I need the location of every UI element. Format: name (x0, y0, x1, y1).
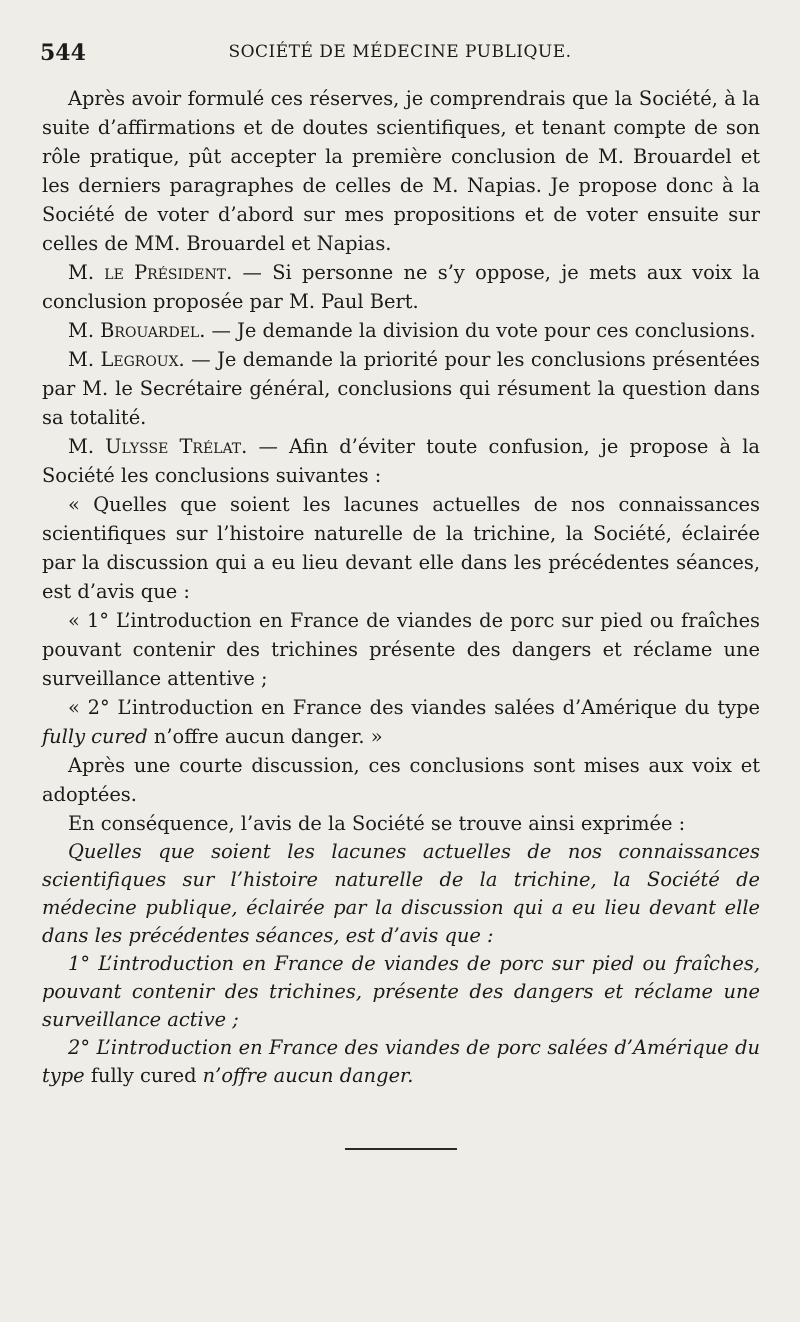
speaker-name: M. le Président. (68, 261, 233, 284)
speech-text: — Je demande la priorité pour les conclusions présentées par M. le Secrétaire général, conclusions qui résument la question dans sa totalité. (42, 348, 760, 429)
quoted-conclusion: « Quelles que soient les lacunes actuelles de nos connaissances scientifiques sur l’histoire naturelle de la trichine, la Société, éclairée par la discussion qui a eu lieu devant elle dans les précédentes séances, est d’avis que : (42, 493, 760, 603)
speech-text: — Si personne ne s’y oppose, je mets aux voix la conclusion proposée par M. Paul Bert. (42, 261, 760, 313)
speaker-name: M. Ulysse Trélat. (68, 435, 248, 458)
paragraph: En conséquence, l’avis de la Société se trouve ainsi exprimée : (68, 812, 686, 835)
paragraph: Après avoir formulé ces réserves, je comprendrais que la Société, à la suite d’affirmations et de doutes scientifiques, et tenant compte de son rôle pratique, pût accepter la première conclusion de M. Brouardel et les derniers paragraphes de celles de M. Napias. Je propose donc à la Société de voter d’abord sur mes propositions et de voter ensuite sur celles de MM. Brouardel et Napias. (42, 87, 760, 255)
conclusion-text: « 2° L’introduction en France des viandes salées d’Amérique du type (68, 696, 760, 719)
page-header (40, 40, 760, 64)
resolution-segment: n’offre aucun danger. (196, 1064, 414, 1087)
conclusion-text: n’offre aucun danger. » (147, 725, 383, 748)
quoted-conclusion: « 1° L’introduction en France de viandes de porc sur pied ou fraîches pouvant contenir des trichines présente des dangers et réclame une surveillance attentive ; (42, 609, 760, 690)
paragraph (42, 432, 760, 490)
section-divider (345, 1148, 457, 1150)
paragraph (42, 345, 760, 432)
roman-term: fully cured (90, 1064, 197, 1087)
page-number: 544 (40, 40, 86, 66)
emphasis-text: fully cured (42, 725, 148, 748)
running-head: SOCIÉTÉ DE MÉDECINE PUBLIQUE. (228, 42, 572, 62)
quoted-conclusion (42, 693, 760, 751)
paragraph (42, 316, 760, 345)
speaker-name: M. Brouardel. (68, 319, 206, 342)
page-body (42, 84, 760, 1150)
resolution-segment: 2° L’introduction en France des viandes de porc salées d’Amérique du type (42, 1036, 760, 1087)
resolution-text: Quelles que soient les lacunes actuelles de nos connaissances scientifiques sur l’histoire naturelle de la trichine, la Société de médecine publique, éclairée par la discussion qui a eu lieu devant elle dans les précédentes séances, est d’avis que : (42, 840, 760, 947)
speech-text: — Je demande la division du vote pour ces conclusions. (205, 319, 756, 342)
resolution-text: 1° L’introduction en France de viandes de porc sur pied ou fraîches, pouvant contenir des trichines, présente des dangers et réclame une surveillance active ; (42, 952, 760, 1031)
speaker-name: M. Legroux. (68, 348, 185, 371)
paragraph (42, 258, 760, 316)
paragraph: Après une courte discussion, ces conclusions sont mises aux voix et adoptées. (42, 754, 760, 806)
speech-text: — Afin d’éviter toute confusion, je propose à la Société les conclusions suivantes : (42, 435, 760, 487)
resolution-text (42, 1034, 760, 1090)
